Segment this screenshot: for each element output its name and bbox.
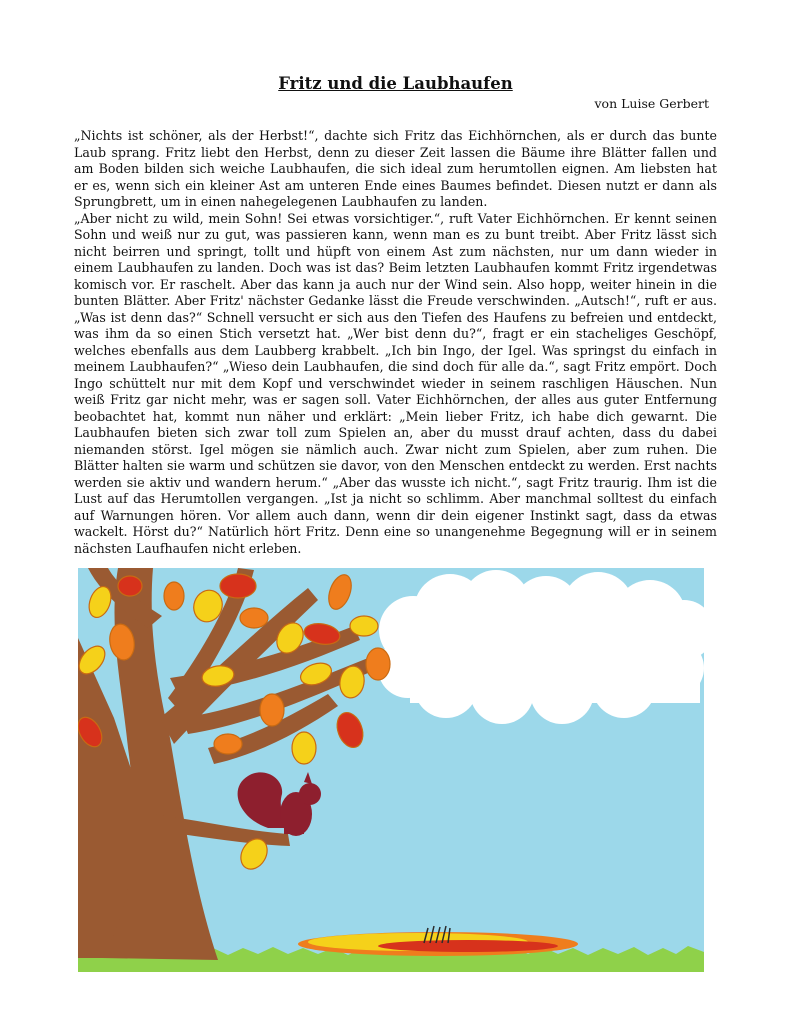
story-paragraph-2: „Aber nicht zu wild, mein Sohn! Sei etwas vorsichtiger.“, ruft Vater Eichhörnchen. Er kennt seinen Sohn und weiß nur zu gut, was passieren kann, wenn man es zu bunt treibt. Aber Fritz lässt sich nicht beirren und springt, tollt und hüpft von einem Ast zum nächsten, nur um dann wieder in einem Laubhaufen zu landen. Doch was ist das? Beim letzten Laubhaufen kommt Fritz irgendetwas komisch vor. Er raschelt. Aber das kann ja auch nur der Wind sein. Also hopp, weiter hinein in die bunten Blätter. Aber Fritz' nächster Gedanke lässt die Freude verschwinden. „Autsch!“, ruft er aus. „Was ist denn das?“ Schnell versucht er sich aus den Tiefen des Haufens zu befreien und entdeckt, was ihm da so einen Stich versetzt hat. „Wer bist denn du?“, fragt er ein stacheliges Geschöpf, welches ebenfalls aus dem Laubberg krabbelt. „Ich bin Ingo, der Igel. Was springst du einfach in meinem Laubhaufen?“ „Wieso dein Laubhaufen, die sind doch für alle da.“, sagt Fritz empört. Doch Ingo schüttelt nur mit dem Kopf und verschwindet wieder in seinem raschligen Häuschen. Nun weiß Fritz gar nicht mehr, was er sagen soll. Vater Eichhörnchen, der alles aus guter Entfernung beobachtet hat, kommt nun näher und erklärt: „Mein lieber Fritz, ich habe dich gewarnt. Die Laubhaufen bieten sich zwar toll zum Spielen an, aber du musst drauf achten, dass du dabei niemanden störst. Igel mögen sie nämlich auch. Zwar nicht zum Spielen, aber zum ruhen. Die Blätter halten sie warm und schützen sie davor, von den Menschen entdeckt zu werden. Erst nachts werden sie aktiv und wandern herum.“ „Aber das wusste ich nicht.“, sagt Fritz traurig. Ihm ist die Lust auf das Herumtollen vergangen. „Ist ja nicht so schlimm. Aber manchmal solltest du einfach auf Warnungen hören. Vor allem auch dann, wenn dir dein eigener Instinkt sagt, dass da etwas wackelt. Hörst du?“ Natürlich hört Fritz. Denn eine so unangenehme Begegnung will er in seinem nächsten Laufhaufen nicht erleben. xyxy=(74,210,717,556)
author-line: von Luise Gerbert xyxy=(594,96,709,111)
autumn-illustration xyxy=(78,568,704,972)
autumn-scene-drawing xyxy=(78,568,704,972)
story-body xyxy=(74,128,717,557)
cloud xyxy=(378,570,704,724)
document-title: Fritz und die Laubhaufen xyxy=(278,74,513,93)
story-paragraph-1: „Nichts ist schöner, als der Herbst!“, dachte sich Fritz das Eichhörnchen, als er durch das bunte Laub sprang. Fritz liebt den Herbst, denn zu dieser Zeit lassen die Bäume ihre Blätter fallen und am Boden bilden sich weiche Laubhaufen, die sich ideal zum herumtollen eignen. Am liebsten hat er es, wenn sich ein kleiner Ast am unteren Ende eines Baumes befindet. Diesen nutzt er dann als Sprungbrett, um in einen nahegelegenen Laubhaufen zu landen. xyxy=(74,128,717,209)
